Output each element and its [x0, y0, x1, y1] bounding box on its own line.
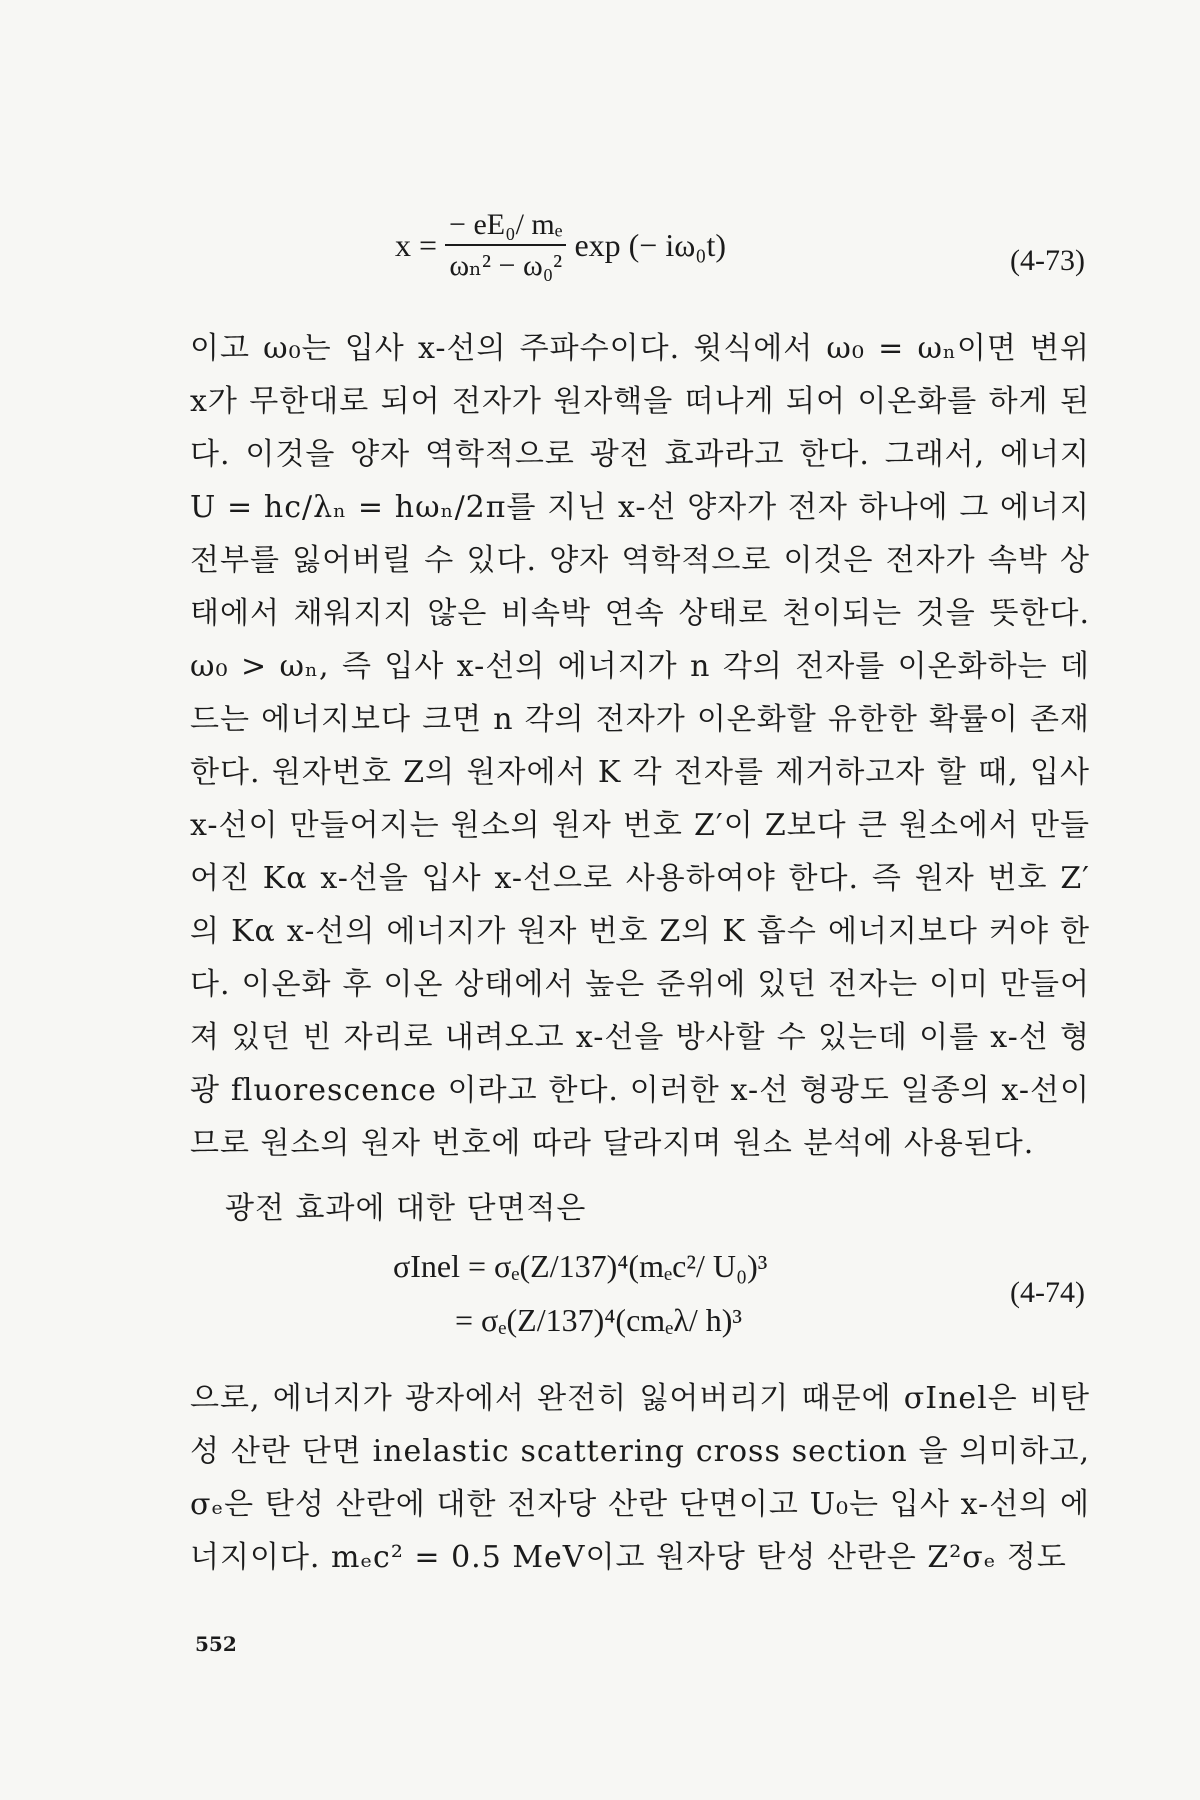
equation-4-74-line1: σInel = σₑ(Z/137)⁴(mₑc²/ U₀)³: [393, 1248, 768, 1284]
equation-4-73: [0, 208, 1200, 308]
body-text: 이고 ω₀는 입사 x-선의 주파수이다. 윗식에서 ω₀ = ωₙ이면 변위 x가 무한대로 되어 전자가 원자핵을 떠나게 되어 이온화를 하게 된다. 이것을 양자 역학적으로 광전 효과라고 한다. 그래서, 에너지 U = hc/λₙ = hωₙ/2π를 지닌 x-선 양자가 전자 하나에 그 에너지 전부를 잃어버릴 수 있다. 양자 역학적으로 이것은 전자가 속박 상태에서 채워지지 않은 비속박 연속 상태로 천이되는 것을 뜻한다. ω₀ > ωₙ, 즉 입사 x-선의 에너지가 n 각의 전자를 이온화하는 데 드는 에너지보다 크면 n 각의 전자가 이온화할 유한한 확률이 존재한다. 원자번호 Z의 원자에서 K 각 전자를 제거하고자 할 때, 입사 x-선이 만들어지는 원소의 원자 번호 Z′이 Z보다 큰 원소에서 만들어진 Kα x-선을 입사 x-선으로 사용하여야 한다. 즉 원자 번호 Z′의 Kα x-선의 에너지가 원자 번호 Z의 K 흡수 에너지보다 커야 한다. 이온화 후 이온 상태에서 높은 준위에 있던 전자는 이미 만들어져 있던 빈 자리로 내려오고 x-선을 방사할 수 있는데 이를 x-선 형광 fluorescence 이라고 한다. 이러한 x-선 형광도 일종의 x-선이므로 원소의 원자 번호에 따라 달라지며 원소 분석에 사용된다.: [190, 331, 1090, 1161]
lead-sentence: 광전 효과에 대한 단면적은: [225, 1191, 587, 1226]
page-number: 552: [195, 1632, 237, 1656]
equation-4-74-line2: = σₑ(Z/137)⁴(cmₑλ/ h)³: [455, 1302, 743, 1338]
eq-lhs: x =: [395, 227, 438, 263]
closing-text: 으로, 에너지가 광자에서 완전히 잃어버리기 때문에 σInel은 비탄성 산란 단면 inelastic scattering cross section 을 의미하고, σₑ은 탄성 산란에 대한 전자당 산란 단면이고 U₀는 입사 x-선의 에너지이다. mₑc² = 0.5 MeV이고 원자당 탄성 산란은 Z²σₑ 정도: [190, 1381, 1090, 1575]
equation-number: (4-74): [1010, 1276, 1085, 1309]
eq-numerator: − eE₀/ mₑ: [445, 208, 566, 246]
eq-fraction: [445, 208, 566, 283]
equation-number: (4-73): [1010, 244, 1085, 277]
body-paragraph: [190, 322, 1090, 1170]
equation-4-74: [0, 1248, 1200, 1358]
equation-4-73-body: [395, 208, 726, 283]
closing-paragraph: [190, 1372, 1090, 1584]
eq-denominator: ωₙ² − ω₀²: [449, 249, 563, 282]
eq-rhs: exp (− iω₀t): [574, 227, 726, 263]
